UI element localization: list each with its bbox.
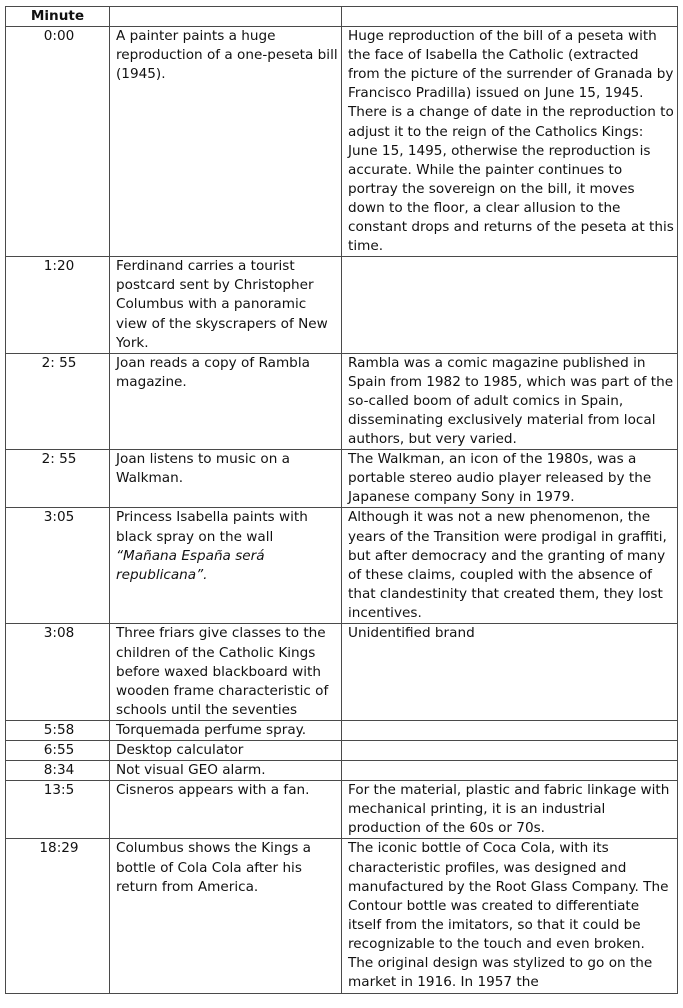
table-row — [6, 508, 678, 624]
description-text: Princess Isabella paints with black spray on the wall — [116, 509, 308, 545]
row-description: Joan reads a copy of Rambla magazine. — [110, 353, 342, 449]
row-minute: 13:5 — [6, 781, 110, 839]
table-row — [6, 624, 678, 720]
table-row — [6, 720, 678, 740]
row-minute: 18:29 — [6, 839, 110, 994]
table-row — [6, 761, 678, 781]
header-description — [110, 7, 342, 27]
row-minute: 5:58 — [6, 720, 110, 740]
row-note: Huge reproduction of the bill of a peseta with the face of Isabella the Catholic (extracted from the picture of the surrender of Granada by Francisco Pradilla) issued on June 15, 1945. There is a change of date in the reproduction to adjust it to the reign of the Catholics Kings: June 15, 1495, otherwise the reproduction is accurate. While the painter continues to portray the sovereign on the bill, it moves down to the floor, a clear allusion to the constant drops and returns of the peseta at this time. — [342, 27, 678, 257]
row-note: For the material, plastic and fabric linkage with mechanical printing, it is an industrial production of the 60s or 70s. — [342, 781, 678, 839]
row-minute: 3:05 — [6, 508, 110, 624]
row-minute: 2: 55 — [6, 450, 110, 508]
row-description — [110, 508, 342, 624]
row-description: Three friars give classes to the children of the Catholic Kings before waxed blackboard with wooden frame characteristic of schools until the seventies — [110, 624, 342, 720]
row-note: The iconic bottle of Coca Cola, with its characteristic profiles, was designed and manufactured by the Root Glass Company. The Contour bottle was created to differentiate itself from the imitators, so that it could be recognizable to the touch and even broken. The original design was stylized to go on the market in 1916. In 1957 the — [342, 839, 678, 994]
row-minute: 6:55 — [6, 741, 110, 761]
row-description: Torquemada perfume spray. — [110, 720, 342, 740]
row-description: Joan listens to music on a Walkman. — [110, 450, 342, 508]
row-note: Unidentified brand — [342, 624, 678, 720]
product-placement-table — [5, 6, 678, 994]
row-minute: 1:20 — [6, 257, 110, 353]
row-description: A painter paints a huge reproduction of a one-peseta bill (1945). — [110, 27, 342, 257]
row-description: Ferdinand carries a tourist postcard sent by Christopher Columbus with a panoramic view of the skyscrapers of New York. — [110, 257, 342, 353]
table-row — [6, 839, 678, 994]
row-description: Desktop calculator — [110, 741, 342, 761]
header-minute: Minute — [6, 7, 110, 27]
header-row — [6, 7, 678, 27]
table-row — [6, 257, 678, 353]
graffiti-quote: “Mañana España será republicana”. — [116, 547, 265, 583]
table-row — [6, 781, 678, 839]
table-row — [6, 353, 678, 449]
row-minute: 2: 55 — [6, 353, 110, 449]
row-note: Rambla was a comic magazine published in Spain from 1982 to 1985, which was part of the so-called boom of adult comics in Spain, disseminating exclusively material from local authors, but very varied. — [342, 353, 678, 449]
row-note — [342, 720, 678, 740]
row-note — [342, 741, 678, 761]
row-description: Cisneros appears with a fan. — [110, 781, 342, 839]
row-note: The Walkman, an icon of the 1980s, was a portable stereo audio player released by the Japanese company Sony in 1979. — [342, 450, 678, 508]
row-note — [342, 257, 678, 353]
row-note — [342, 761, 678, 781]
table-row — [6, 450, 678, 508]
row-description: Columbus shows the Kings a bottle of Cola Cola after his return from America. — [110, 839, 342, 994]
row-minute: 0:00 — [6, 27, 110, 257]
table-row — [6, 27, 678, 257]
row-note: Although it was not a new phenomenon, the years of the Transition were prodigal in graffiti, but after democracy and the granting of many of these claims, coupled with the absence of that clandestinity that created them, they lost incentives. — [342, 508, 678, 624]
row-description: Not visual GEO alarm. — [110, 761, 342, 781]
row-minute: 3:08 — [6, 624, 110, 720]
header-note — [342, 7, 678, 27]
row-minute: 8:34 — [6, 761, 110, 781]
table-row — [6, 741, 678, 761]
